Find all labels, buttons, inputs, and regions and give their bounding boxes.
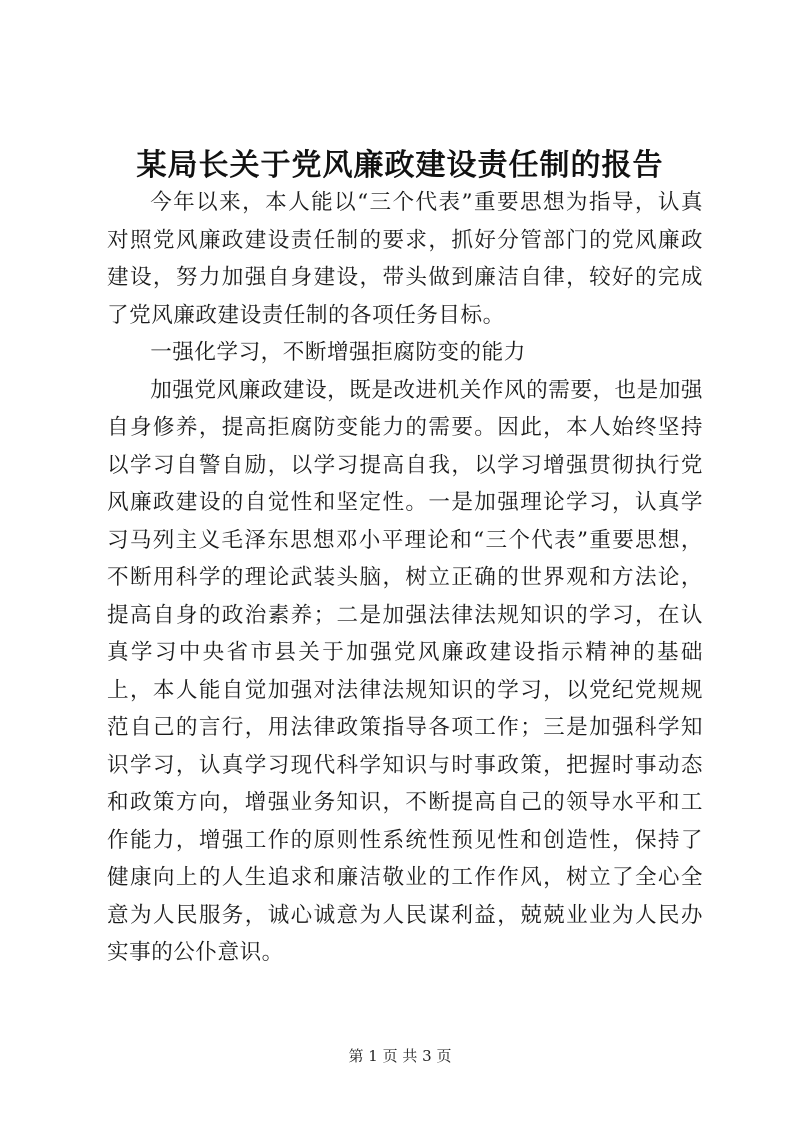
- page-number: 第 1 页 共 3 页: [348, 1047, 452, 1065]
- document-title: 某局长关于党风廉政建设责任制的报告: [136, 148, 664, 183]
- paragraph-intro: 今年以来，本人能以“三个代表”重要思想为指导，认真对照党风廉政建设责任制的要求，抓好分管部门的党风廉政建设，努力加强自身建设，带头做到廉洁自律，较好的完成了党风廉政建设责任制的各项任务目标。: [107, 190, 703, 328]
- section-heading: 一强化学习，不断增强拒腐防变的能力: [150, 340, 526, 365]
- paragraph-study: 加强党风廉政建设，既是改进机关作风的需要，也是加强自身修养，提高拒腐防变能力的需要。因此，本人始终坚持以学习自警自励，以学习提高自我，以学习增强贯彻执行党风廉政建设的自觉性和坚定性。一是加强理论学习，认真学习马列主义毛泽东思想邓小平理论和“三个代表”重要思想，不断用科学的理论武装头脑，树立正确的世界观和方法论，提高自身的政治素养；二是加强法律法规知识的学习，在认真学习中央省市县关于加强党风廉政建设指示精神的基础上，本人能自觉加强对法律法规知识的学习，以党纪党规规范自己的言行，用法律政策指导各项工作；三是加强科学知识学习，认真学习现代科学知识与时事政策，把握时事动态和政策方向，增强业务知识，不断提高自己的领导水平和工作能力，增强工作的原则性系统性预见性和创造性，保持了健康向上的人生追求和廉洁敬业的工作作风，树立了全心全意为人民服务，诚心诚意为人民谋利益，兢兢业业为人民办实事的公仆意识。: [107, 377, 703, 965]
- document-body: [107, 184, 703, 972]
